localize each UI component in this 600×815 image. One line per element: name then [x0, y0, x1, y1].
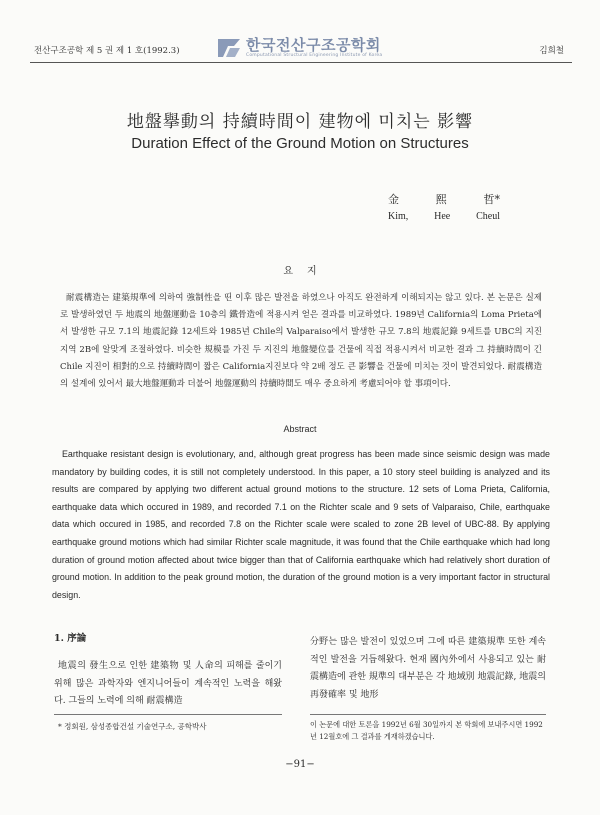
- author-en-part: Kim,: [388, 211, 409, 222]
- author-ko-part: 金: [388, 193, 399, 206]
- footnote-divider-right: [310, 714, 546, 715]
- korean-abstract-heading: 요지: [283, 266, 331, 277]
- author-name-korean: [388, 191, 500, 207]
- title-korean: 地盤擧動의 持續時間이 建物에 미치는 影響: [126, 112, 474, 132]
- discussion-notice-footnote: 이 논문에 대한 토론을 1992년 6월 30일까지 본 학회에 보내주시면 1992년 12월호에 그 결과를 게재하겠습니다.: [310, 720, 543, 741]
- society-name-en: Computational Structural Engineering Institute of Korea: [246, 53, 383, 58]
- body-text-left-column: 地震의 發生으로 인한 建築物 및 人命의 피해를 줄이기 위해 많은 과학자와 엔지니어들이 계속적인 노력을 해왔다. 그들의 노력에 의해 耐震構造: [54, 661, 282, 706]
- running-author: 김희철: [539, 46, 564, 56]
- english-abstract-text: Earthquake resistant design is evolutionary, and, although great progress has been made since seismic design was made mandatory by building codes, it is still not completely understood. In this paper, a 10 story steel building is analyzed and its results are compared by applying two different actual ground motions to the structure. 12 sets of Loma Prieta, California, earthquake data which occured in 1989, and recorded 7.1 on the Richter scale and 9 sets of Valparaiso, Chile, earthquake data which occured in 1985, and recorded 7.8 on the Richter scale were scaled to zone 2B level of UBC-88. By applying earthquake ground motions which had similar Richter scale magnitude, it was found that the Chile earthquake which had long duration of ground motion affected about twice bigger than that of California earthquake which had relatively short duration of ground motion. In addition to the peak ground motion, the duration of the ground motion is a very important factor in structural design.: [52, 449, 550, 600]
- english-abstract-heading: Abstract: [283, 424, 317, 434]
- journal-citation: 전산구조공학 제 5 권 제 1 호(1992.3): [34, 46, 180, 56]
- society-logo: [216, 37, 396, 63]
- title-english: Duration Effect of the Ground Motion on Structures: [131, 135, 469, 152]
- section-heading-introduction: 1. 序論: [54, 633, 87, 644]
- body-text-right-column: 分野는 많은 발전이 있었으며 그에 따른 建築規準 또한 계속적인 발전을 거듭해왔다. 현재 國內外에서 사용되고 있는 耐震構造에 관한 規準의 대부분은 각 地域別 地震記錄, 地震의 再發確率 및 地形: [310, 637, 546, 700]
- author-affiliation-footnote: * 정회원, 삼성종합건설 기술연구소, 공학박사: [58, 722, 207, 731]
- korean-abstract-text: 耐震構造는 建築規準에 의하여 強制性을 띤 이후 많은 발전을 하였으나 아직도 완전하게 이해되지는 않고 있다. 본 논문은 실제로 발생하였던 두 地震의 地盤運動을 10층의 鐵骨造에 적용시켜 얻은 결과를 비교하였다. 1989년 California의 Loma Prieta에서 발생한 규모 7.1의 地震記錄 12세트와 1985년 Chile의 Valparaiso에서 발생한 규모 7.8의 地震記錄 9세트를 UBC의 지진지역 2B에 알맞게 조절하였다. 비슷한 規模를 가진 두 지진의 地盤變位를 건물에 직접 적용시켜서 비교한 결과 그 持續時間이 긴 Chile 지진이 相對的으로 持續時間이 짧은 California지진보다 약 2배 정도 큰 影響을 건물에 미치는 것이 발견되었다. 耐震構造의 설계에 있어서 最大地盤運動과 더불어 地盤運動의 持續時間도 매우 중요하게 考慮되어야 할 事項이다.: [60, 293, 542, 390]
- author-en-part: Hee: [434, 211, 451, 222]
- society-name-ko: 한국전산구조공학회: [246, 36, 381, 54]
- author-name-english: [388, 211, 500, 222]
- header-divider: [30, 62, 572, 63]
- author-ko-part: 熙: [435, 193, 447, 206]
- author-en-part: Cheul: [476, 211, 500, 222]
- society-emblem-icon: [216, 37, 242, 59]
- author-ko-part: 哲*: [483, 193, 500, 206]
- footnote-divider-left: [54, 714, 282, 715]
- page-number: −91−: [285, 759, 315, 770]
